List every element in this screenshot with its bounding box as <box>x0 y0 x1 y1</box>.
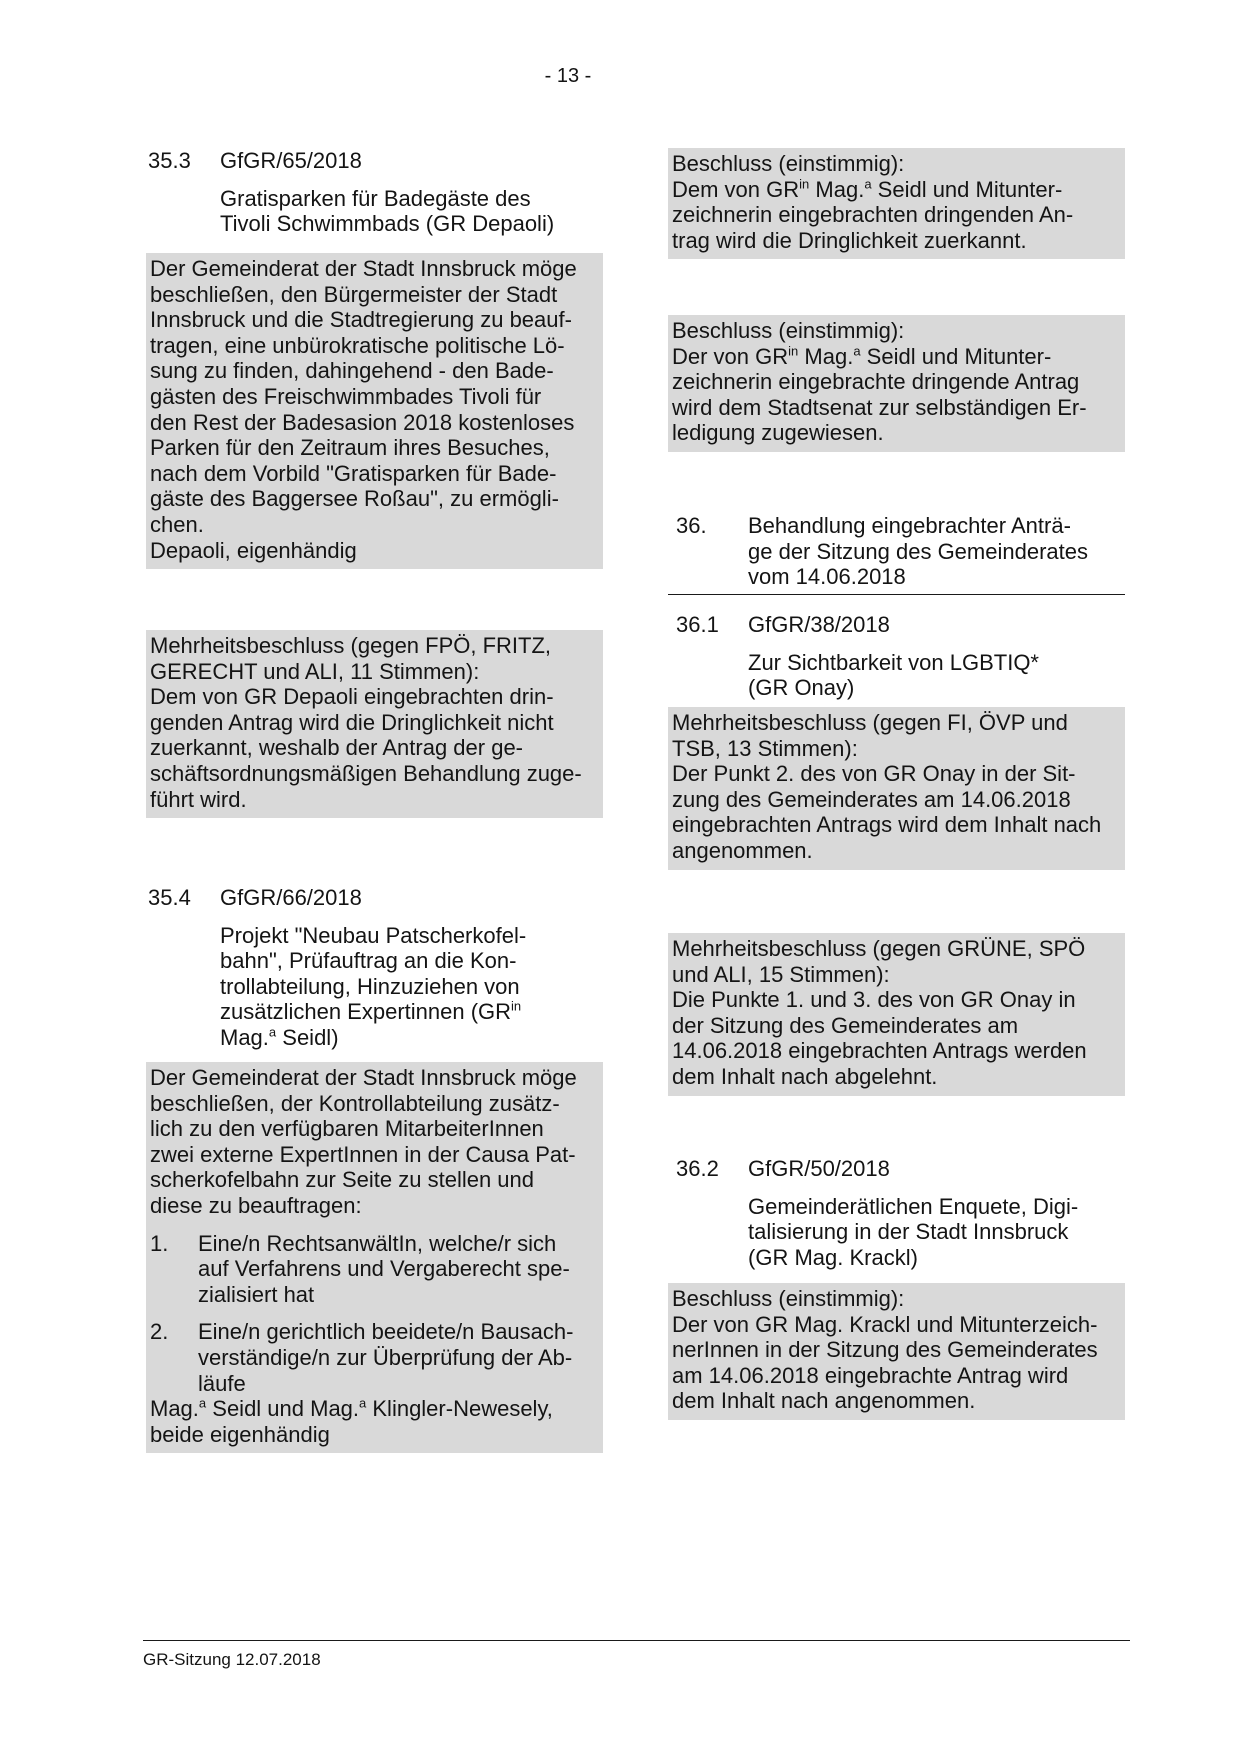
list-item <box>150 1319 603 1396</box>
decision-body: Die Punkte 1. und 3. des von GR Onay in der Sitzung des Gemeinderates am 14.06.2018 eingebrachten Antrags werden dem Inhalt nach abgelehnt. <box>672 987 1087 1089</box>
section-title: Zur Sichtbarkeit von LGBTIQ* (GR Onay) <box>748 649 1039 701</box>
section-title: Gemeinderätlichen Enquete, Digi- talisierung in der Stadt Innsbruck (GR Mag. Krackl) <box>748 1193 1079 1270</box>
list-item-number: 2. <box>150 1319 169 1345</box>
section-number: 35.4 <box>148 885 191 910</box>
section-heading-36-1 <box>676 612 1039 701</box>
decision-block-36-2 <box>668 1283 1125 1420</box>
section-heading-36 <box>676 513 1088 590</box>
section-code: GfGR/66/2018 <box>220 885 362 910</box>
section-code: GfGR/50/2018 <box>748 1156 890 1181</box>
section-heading-36-2 <box>676 1156 1078 1270</box>
decision-block-36-1-a <box>668 707 1125 870</box>
motion-signature: Depaoli, eigenhändig <box>150 537 357 563</box>
decision-block-urgency <box>668 148 1125 259</box>
section-heading-35-3 <box>148 148 554 237</box>
footer-text: GR-Sitzung 12.07.2018 <box>143 1650 321 1669</box>
motion-intro: Der Gemeinderat der Stadt Innsbruck möge beschließen, der Kontrollabteilung zusätz- lich zu den verfügbaren MitarbeiterInnen zwei externe ExpertInnen in der Causa Pat- scherkofelbahn zur Seite zu stellen und diese zu beauftragen: <box>150 1065 577 1218</box>
section-number: 36.2 <box>676 1156 719 1181</box>
section-title: Projekt "Neubau Patscherkofel- bahn", Prüfauftrag an die Kon- trollabteilung, Hinzuziehen von zusätzlichen Expertinnen ($GR^{in}$ Mag.$^a$ Seidl) <box>220 922 527 1050</box>
decision-heading: Mehrheitsbeschluss (gegen FI, ÖVP und TSB, 13 Stimmen): <box>672 710 1068 761</box>
decision-heading: Mehrheitsbeschluss (gegen GRÜNE, SPÖ und ALI, 15 Stimmen): <box>672 936 1086 987</box>
section-code: GfGR/38/2018 <box>748 612 890 637</box>
decision-body: Dem von $GR^{in}$ Mag.$^a$ Seidl und Mitunter- zeichnerin eingebrachten dringenden An- trag wird die Dringlichkeit zuerkannt. <box>672 176 1074 253</box>
decision-body: Der von GR Mag. Krackl und Mitunterzeich- nerInnen in der Sitzung des Gemeinderates am 14.06.2018 eingebrachte Antrag wird dem Inhalt nach angenommen. <box>672 1311 1098 1414</box>
section-number: 36.1 <box>676 612 719 637</box>
section-divider-rule <box>668 594 1125 595</box>
decision-block-35-3 <box>146 630 603 818</box>
decision-body: Der von $GR^{in}$ Mag.$^a$ Seidl und Mitunter- zeichnerin eingebrachte dringende Antrag wird dem Stadtsenat zur selbständigen Er- ledigung zugewiesen. <box>672 343 1087 446</box>
decision-heading: Mehrheitsbeschluss (gegen FPÖ, FRITZ, GERECHT und ALI, 11 Stimmen): <box>150 633 552 684</box>
decision-heading: Beschluss (einstimmig): <box>672 151 905 176</box>
list-item-text: Eine/n gerichtlich beeidete/n Bausach- verständige/n zur Überprüfung der Ab- läufe <box>198 1319 574 1396</box>
motion-body: Der Gemeinderat der Stadt Innsbruck möge beschließen, den Bürgermeister der Stadt Innsbruck und die Stadtregierung zu beauf- tragen, eine unbürokratische politische Lö- sung zu finden, dahingehend - den Bade- gästen des Freischwimmbades Tivoli für den Rest der Badesasion 2018 kostenloses Parken für den Zeitraum ihres Besuches, nach dem Vorbild "Gratisparken für Bade- gäste des Baggersee Roßau", zu ermögli- chen. <box>150 256 577 537</box>
decision-body: Der Punkt 2. des von GR Onay in der Sit- zung des Gemeinderates am 14.06.2018 eingebrachten Antrags wird dem Inhalt nach angenommen. <box>672 761 1102 863</box>
decision-block-36-1-b <box>668 933 1125 1096</box>
motion-block-35-3 <box>146 253 603 569</box>
list-item-text: Eine/n RechtsanwältIn, welche/r sich auf Verfahrens und Vergaberecht spe- zialisiert hat <box>198 1230 570 1307</box>
section-code: GfGR/65/2018 <box>220 148 362 173</box>
section-heading-35-4 <box>148 885 526 1051</box>
motion-block-35-4 <box>146 1062 603 1453</box>
section-title: Behandlung eingebrachter Anträ- ge der Sitzung des Gemeinderates vom 14.06.2018 <box>748 513 1088 590</box>
decision-heading: Beschluss (einstimmig): <box>672 1286 905 1311</box>
section-number: 36. <box>676 513 707 538</box>
list-item <box>150 1231 603 1308</box>
section-number: 35.3 <box>148 148 191 173</box>
motion-signature: Mag.$^a$ Seidl und Mag.$^a$ Klingler-Newesely, beide eigenhändig <box>150 1395 553 1447</box>
footer-rule <box>143 1640 1130 1641</box>
section-title: Gratisparken für Badegäste des Tivoli Schwimmbads (GR Depaoli) <box>220 185 555 237</box>
list-item-number: 1. <box>150 1230 169 1256</box>
page-number: - 13 - <box>544 65 592 87</box>
decision-heading: Beschluss (einstimmig): <box>672 318 905 343</box>
decision-body: Dem von GR Depaoli eingebrachten drin- genden Antrag wird die Dringlichkeit nicht zuerkannt, weshalb der Antrag der ge- schäftsordnungsmäßigen Behandlung zuge- führt wird. <box>150 684 582 812</box>
decision-block-referral <box>668 315 1125 452</box>
